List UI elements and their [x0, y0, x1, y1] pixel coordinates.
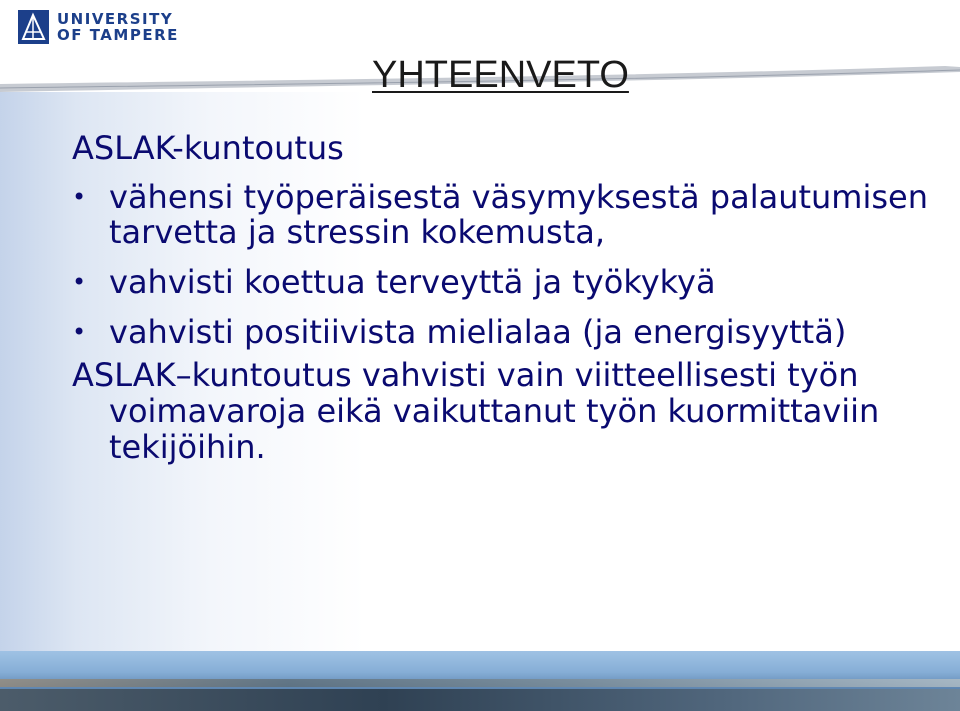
logo-wordmark — [57, 11, 179, 43]
bullet-item — [72, 180, 942, 250]
footer-seascape-image — [0, 651, 960, 711]
footer-horizon — [0, 679, 960, 687]
logo-line-1: UNIVERSITY — [57, 10, 174, 28]
footer-shoreline — [0, 689, 960, 711]
bullet-dot-icon: • — [72, 318, 87, 346]
closing-statement: ASLAK–kuntoutus vahvisti vain viitteellisesti työn voimavaroja eikä vaikuttanut työn kuormittaviin tekijöihin. — [72, 356, 880, 466]
bullet-item — [72, 315, 942, 350]
university-of-tampere-mark-icon — [18, 10, 49, 44]
subheading: ASLAK-kuntoutus — [72, 129, 344, 167]
bullet-dot-icon: • — [72, 268, 87, 296]
logo-line-2: OF TAMPERE — [57, 26, 179, 44]
bullet-text: vahvisti positiivista mielialaa (ja energisyyttä) — [109, 313, 847, 351]
slide-content — [72, 128, 942, 465]
university-logo — [18, 10, 179, 44]
bullet-item — [72, 265, 942, 300]
bullet-text: vahvisti koettua terveyttä ja työkykyä — [109, 263, 716, 301]
bullet-dot-icon: • — [72, 183, 87, 211]
bullet-text: vähensi työperäisestä väsymyksestä palautumisen tarvetta ja stressin kokemusta, — [109, 178, 928, 251]
bullet-list — [72, 180, 942, 350]
slide-title: YHTEENVETO — [372, 54, 629, 96]
